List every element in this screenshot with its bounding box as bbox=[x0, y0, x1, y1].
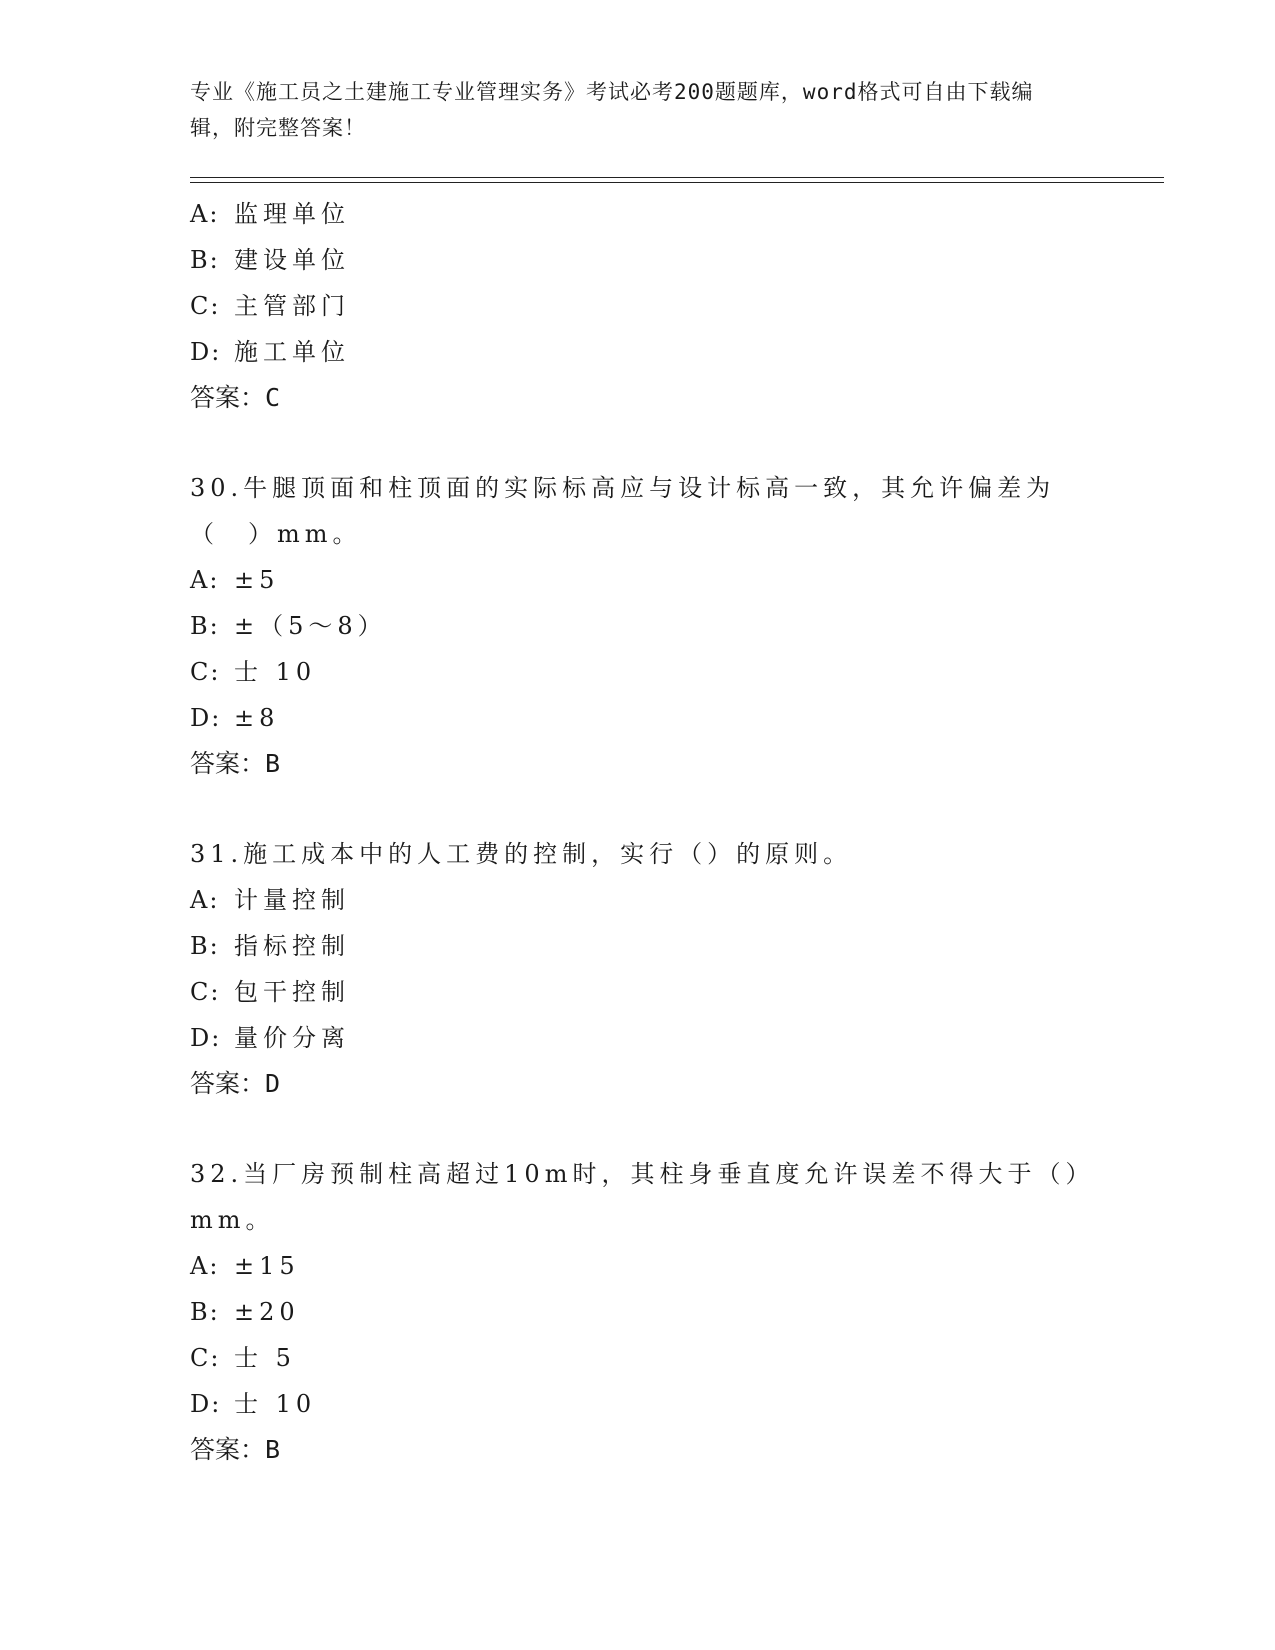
option-text: 量价分离 bbox=[234, 1024, 350, 1052]
option-letter: A: bbox=[190, 200, 220, 228]
option-letter: A: bbox=[190, 886, 220, 914]
option-letter: A: bbox=[190, 1252, 220, 1280]
option-text: 建设单位 bbox=[234, 246, 350, 274]
option-letter: D: bbox=[190, 1024, 222, 1052]
option-c bbox=[190, 1335, 1090, 1381]
option-b bbox=[190, 603, 1090, 649]
option-text: ±5 bbox=[234, 566, 280, 594]
question-31 bbox=[190, 831, 1090, 1107]
question-stem: 30.牛腿顶面和柱顶面的实际标高应与设计标高一致，其允许偏差为（ ）mm。 bbox=[190, 474, 1056, 548]
answer-line: 答案：B bbox=[190, 1435, 281, 1464]
option-letter: D: bbox=[190, 338, 222, 366]
option-text: ±（5～8） bbox=[234, 612, 387, 640]
option-letter: A: bbox=[190, 566, 220, 594]
option-text: 包干控制 bbox=[234, 978, 350, 1006]
answer-line: 答案：B bbox=[190, 749, 281, 778]
option-text: 主管部门 bbox=[234, 292, 350, 320]
option-d bbox=[190, 329, 1090, 375]
option-c bbox=[190, 969, 1090, 1015]
option-b bbox=[190, 923, 1090, 969]
header-divider-bottom bbox=[190, 182, 1164, 183]
option-a bbox=[190, 877, 1090, 923]
answer-line: 答案：C bbox=[190, 383, 281, 412]
option-text: 士 10 bbox=[234, 658, 317, 686]
answer-line: 答案：D bbox=[190, 1069, 281, 1098]
option-letter: B: bbox=[190, 1298, 220, 1326]
option-letter: B: bbox=[190, 932, 220, 960]
option-d bbox=[190, 695, 1090, 741]
option-letter: C: bbox=[190, 658, 221, 686]
option-letter: C: bbox=[190, 292, 221, 320]
option-a bbox=[190, 1243, 1090, 1289]
document-header: 专业《施工员之土建施工专业管理实务》考试必考200题题库，word格式可自由下载编辑，附完整答案！ bbox=[190, 80, 1034, 140]
question-stem: 32.当厂房预制柱高超过10m时，其柱身垂直度允许误差不得大于（）mm。 bbox=[190, 1160, 1083, 1234]
option-d bbox=[190, 1381, 1090, 1427]
option-text: 士 5 bbox=[234, 1344, 296, 1372]
question-29-continued bbox=[190, 191, 1090, 421]
question-list bbox=[190, 191, 1090, 1473]
question-30 bbox=[190, 465, 1090, 787]
option-b bbox=[190, 1289, 1090, 1335]
option-letter: D: bbox=[190, 704, 222, 732]
question-32 bbox=[190, 1151, 1090, 1473]
option-d bbox=[190, 1015, 1090, 1061]
option-b bbox=[190, 237, 1090, 283]
header-divider-top bbox=[190, 177, 1164, 178]
option-a bbox=[190, 557, 1090, 603]
option-letter: C: bbox=[190, 1344, 221, 1372]
option-text: 指标控制 bbox=[234, 932, 350, 960]
option-c bbox=[190, 649, 1090, 695]
option-text: ±15 bbox=[234, 1252, 300, 1280]
option-text: 监理单位 bbox=[234, 200, 350, 228]
option-letter: B: bbox=[190, 246, 220, 274]
option-text: ±20 bbox=[234, 1298, 300, 1326]
option-c bbox=[190, 283, 1090, 329]
option-letter: D: bbox=[190, 1390, 222, 1418]
option-text: 士 10 bbox=[234, 1390, 317, 1418]
option-text: 施工单位 bbox=[234, 338, 350, 366]
option-text: 计量控制 bbox=[234, 886, 350, 914]
option-a bbox=[190, 191, 1090, 237]
question-stem: 31.施工成本中的人工费的控制，实行（）的原则。 bbox=[190, 840, 853, 868]
option-letter: C: bbox=[190, 978, 221, 1006]
option-text: ±8 bbox=[234, 704, 280, 732]
option-letter: B: bbox=[190, 612, 220, 640]
